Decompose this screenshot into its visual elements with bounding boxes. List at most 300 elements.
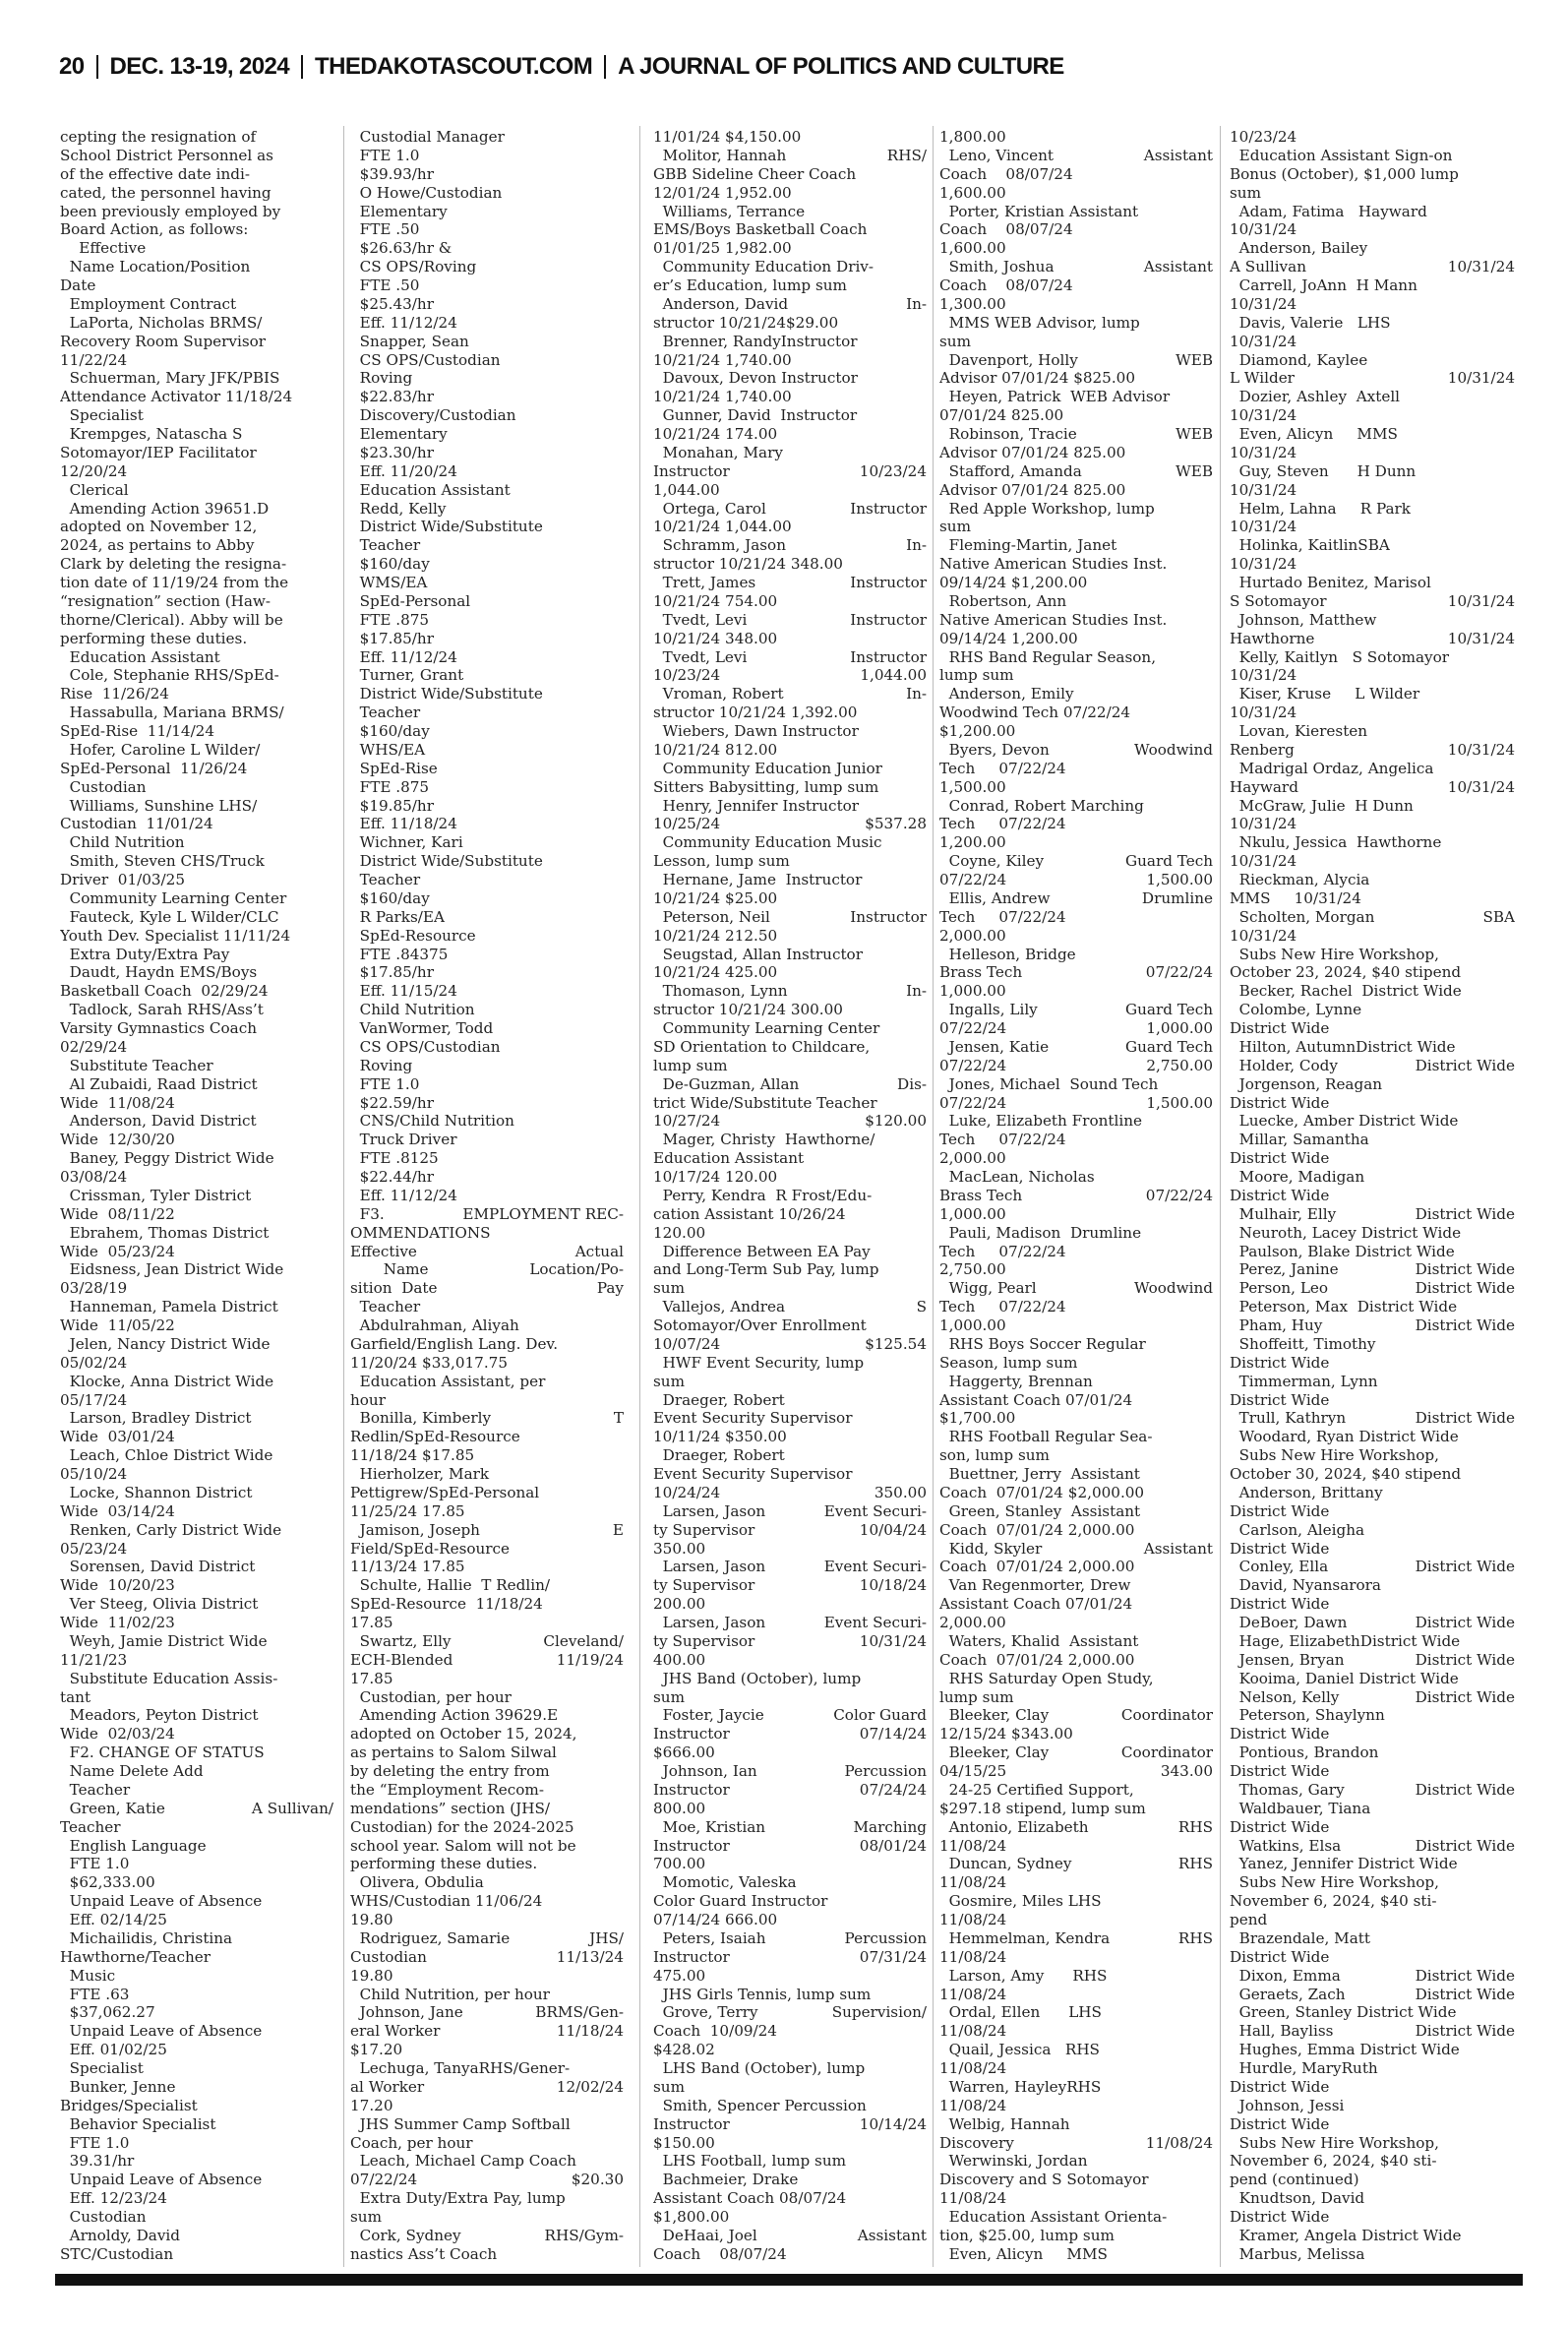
text-line: Amending Action 39651.D bbox=[60, 499, 270, 518]
text-line: Eff. 01/02/25 bbox=[60, 2041, 167, 2059]
text-fragment: Vallejos, Andrea bbox=[653, 1298, 786, 1316]
text-line: 09/14/24 $1,200.00 bbox=[939, 574, 1088, 591]
text-fragment: District Wide bbox=[1415, 1409, 1515, 1428]
text-line: Custodian 11/01/24 bbox=[60, 815, 213, 833]
text-line: as pertains to Salom Silwal bbox=[350, 1744, 557, 1762]
text-line bbox=[653, 1706, 927, 1725]
text-line: Coach 07/01/24 2,000.00 bbox=[939, 1520, 1135, 1539]
text-fragment: Location/Po- bbox=[529, 1260, 624, 1279]
text-fragment: Bleeker, Clay bbox=[939, 1706, 1050, 1725]
text-line: Tech 07/22/24 bbox=[939, 907, 1066, 926]
text-fragment: Brass Tech bbox=[939, 963, 1023, 982]
text-line: 700.00 bbox=[653, 1855, 706, 1873]
text-line: Leach, Michael Camp Coach bbox=[350, 2152, 576, 2171]
text-line: Werwinski, Jordan bbox=[939, 2152, 1088, 2171]
text-fragment: eral Worker bbox=[350, 2022, 441, 2041]
text-line: cepting the resignation of bbox=[60, 128, 257, 146]
text-fragment: Smith, Joshua bbox=[939, 258, 1055, 276]
column-rule bbox=[639, 126, 640, 2267]
text-fragment: Ellis, Andrew bbox=[939, 888, 1051, 907]
text-line: Larson, Amy RHS bbox=[939, 1966, 1108, 1985]
text-line: Custodian, per hour bbox=[350, 1687, 512, 1706]
text-fragment: RHS/ bbox=[886, 146, 927, 164]
text-line: Wide 10/20/23 bbox=[60, 1576, 175, 1595]
text-line: Eff. 12/23/24 bbox=[60, 2189, 167, 2208]
text-line: Amending Action 39629.E bbox=[350, 1706, 559, 1725]
text-line: Eidsness, Jean District Wide bbox=[60, 1260, 284, 1279]
text-line: Momotic, Valeska bbox=[653, 1873, 797, 1892]
text-fragment: 11/19/24 bbox=[556, 1650, 624, 1669]
text-fragment: E bbox=[612, 1520, 624, 1539]
text-line: lump sum bbox=[939, 666, 1014, 685]
text-line: Eff. 11/20/24 bbox=[350, 461, 457, 480]
text-fragment: Instructor bbox=[850, 574, 927, 591]
text-fragment: Vroman, Robert bbox=[653, 685, 784, 704]
text-line bbox=[1230, 1279, 1515, 1298]
text-column-3 bbox=[653, 128, 927, 2265]
text-fragment: SBA bbox=[1482, 907, 1515, 926]
text-line: Wichner, Kari bbox=[350, 833, 463, 852]
text-line: Tech 07/22/24 bbox=[939, 1131, 1066, 1149]
text-line bbox=[1230, 1260, 1515, 1279]
text-line bbox=[653, 1484, 927, 1502]
text-line: 10/21/24 348.00 bbox=[653, 629, 778, 647]
text-line: 2,000.00 bbox=[939, 926, 1006, 945]
text-fragment: WEB bbox=[1176, 350, 1213, 369]
text-line: F2. CHANGE OF STATUS bbox=[60, 1744, 265, 1762]
text-fragment: WEB bbox=[1176, 461, 1213, 480]
text-line: $1,700.00 bbox=[939, 1409, 1016, 1428]
text-line: FTE .875 bbox=[350, 610, 430, 629]
text-line: Subs New Hire Workshop, bbox=[1230, 1446, 1439, 1465]
text-line: $22.59/hr bbox=[350, 1093, 434, 1112]
text-fragment: Molitor, Hannah bbox=[653, 146, 787, 164]
text-fragment: $20.30 bbox=[571, 2171, 624, 2189]
text-line: Guy, Steven H Dunn bbox=[1230, 461, 1417, 480]
text-line: 1,600.00 bbox=[939, 239, 1006, 258]
text-line bbox=[653, 1112, 927, 1131]
text-line: Ebrahem, Thomas District bbox=[60, 1223, 270, 1242]
text-line: District Wide/Substitute bbox=[350, 852, 543, 871]
text-line: 11/08/24 bbox=[939, 1836, 1007, 1855]
text-fragment: Supervision/ bbox=[831, 2003, 927, 2022]
text-line: Child Nutrition, per hour bbox=[350, 1985, 550, 2003]
text-line: 11/08/24 bbox=[939, 1911, 1007, 1928]
text-fragment: Effective bbox=[350, 1242, 417, 1260]
text-fragment: $537.28 bbox=[865, 815, 927, 833]
text-line: Meadors, Peyton District bbox=[60, 1706, 259, 1725]
text-line: District Wide bbox=[1230, 1390, 1330, 1409]
text-line: 05/23/24 bbox=[60, 1539, 128, 1558]
text-line: LHS Football, lump sum bbox=[653, 2152, 847, 2171]
text-line: adopted on October 15, 2024, bbox=[350, 1725, 577, 1744]
text-line: Education Assistant Orienta- bbox=[939, 2208, 1168, 2226]
text-line: Yanez, Jennifer District Wide bbox=[1230, 1855, 1458, 1873]
text-line: Peterson, Max District Wide bbox=[1230, 1298, 1458, 1316]
column-rule bbox=[1220, 126, 1221, 2267]
text-line: FTE 1.0 bbox=[60, 2133, 130, 2152]
text-line: Pettigrew/SpEd-Personal bbox=[350, 1483, 540, 1501]
text-fragment: 10/23/24 bbox=[859, 461, 927, 480]
text-fragment: In- bbox=[906, 294, 927, 313]
text-line: RHS Band Regular Season, bbox=[939, 647, 1157, 666]
text-fragment: Byers, Devon bbox=[939, 740, 1050, 759]
text-line: Sitters Babysitting, lump sum bbox=[653, 777, 879, 796]
text-fragment: 10/31/24 bbox=[859, 1631, 927, 1650]
text-line: Custodian bbox=[60, 777, 147, 796]
text-line bbox=[653, 648, 927, 667]
text-line: FTE .84375 bbox=[350, 945, 449, 963]
text-line: hour bbox=[350, 1390, 386, 1409]
text-line: SpEd-Personal 11/26/24 bbox=[60, 759, 248, 777]
text-line: District Wide bbox=[1230, 1947, 1330, 1966]
text-fragment: District Wide bbox=[1415, 1985, 1515, 2003]
text-line: Discovery and S Sotomayor bbox=[939, 2171, 1149, 2189]
text-line: $17.85/hr bbox=[350, 629, 434, 647]
text-line: Williams, Terrance bbox=[653, 202, 806, 220]
text-line: FTE 1.0 bbox=[60, 1855, 130, 1873]
text-line: Snapper, Sean bbox=[350, 332, 469, 350]
text-line: Leach, Chloe District Wide bbox=[60, 1446, 273, 1465]
text-fragment: Moe, Kristian bbox=[653, 1817, 766, 1836]
divider bbox=[301, 55, 303, 79]
text-line: District Wide bbox=[1230, 1093, 1330, 1112]
text-line: by deleting the entry from bbox=[350, 1762, 550, 1780]
text-fragment: District Wide bbox=[1415, 1780, 1515, 1799]
text-line: Unpaid Leave of Absence bbox=[60, 2171, 263, 2189]
text-line: Red Apple Workshop, lump bbox=[939, 499, 1155, 518]
text-line: son, lump sum bbox=[939, 1446, 1050, 1465]
text-line: 17.85 bbox=[350, 1669, 393, 1687]
text-line: Abdulrahman, Aliyah bbox=[350, 1316, 519, 1334]
text-line bbox=[653, 611, 927, 630]
text-line: Gosmire, Miles LHS bbox=[939, 1892, 1102, 1911]
text-line bbox=[653, 295, 927, 314]
text-fragment: WEB bbox=[1176, 425, 1213, 443]
text-line: Perry, Kendra R Frost/Edu- bbox=[653, 1186, 873, 1204]
text-line: Community Education Music bbox=[653, 833, 882, 852]
text-line: Buettner, Jerry Assistant bbox=[939, 1465, 1140, 1483]
text-line: $17.20 bbox=[350, 2041, 403, 2059]
text-line bbox=[939, 1057, 1213, 1075]
text-fragment: 11/13/24 bbox=[556, 1947, 624, 1966]
text-line bbox=[653, 536, 927, 555]
text-line bbox=[1230, 1837, 1515, 1856]
text-fragment: Brass Tech bbox=[939, 1186, 1023, 1204]
text-line: $297.18 stipend, lump sum bbox=[939, 1799, 1146, 1817]
text-line: District Wide bbox=[1230, 1725, 1330, 1744]
footer-rule bbox=[55, 2274, 1523, 2286]
text-line: Community Learning Center bbox=[653, 1019, 880, 1037]
text-line: Smith, Spencer Percussion bbox=[653, 2096, 867, 2114]
text-fragment: 07/22/24 bbox=[939, 1019, 1007, 1037]
text-fragment: 07/22/24 bbox=[1145, 963, 1213, 982]
text-fragment: 350.00 bbox=[874, 1483, 927, 1501]
text-line: sum bbox=[653, 1687, 685, 1706]
text-line: been previously employed by bbox=[60, 202, 281, 220]
text-line: WHS/EA bbox=[350, 740, 426, 759]
text-line: $22.83/hr bbox=[350, 388, 434, 406]
text-line: Color Guard Instructor bbox=[653, 1892, 828, 1911]
text-line: Native American Studies Inst. bbox=[939, 555, 1168, 574]
text-line: 2024, as pertains to Abby bbox=[60, 536, 255, 555]
text-line: Coach 07/01/24 2,000.00 bbox=[939, 1558, 1135, 1576]
text-line: CNS/Child Nutrition bbox=[350, 1112, 514, 1131]
text-line: Jones, Michael Sound Tech bbox=[939, 1074, 1159, 1093]
text-line: Coach 08/07/24 bbox=[939, 220, 1073, 239]
text-line: Renken, Carly District Wide bbox=[60, 1520, 282, 1539]
text-fragment: ty Supervisor bbox=[653, 1631, 755, 1650]
text-line: 12/20/24 bbox=[60, 461, 128, 480]
text-line: sum bbox=[653, 1279, 685, 1298]
text-line: Coach 08/07/24 bbox=[653, 2244, 787, 2263]
text-line: 1,200.00 bbox=[939, 833, 1006, 852]
text-fragment: Actual bbox=[574, 1242, 624, 1260]
text-line: 10/21/24 1,740.00 bbox=[653, 388, 792, 406]
tagline: A JOURNAL OF POLITICS AND CULTURE bbox=[618, 53, 1064, 80]
text-line: 05/02/24 bbox=[60, 1353, 128, 1372]
text-fragment: Watkins, Elsa bbox=[1230, 1836, 1342, 1855]
text-fragment: District Wide bbox=[1415, 1204, 1515, 1223]
text-line bbox=[1230, 1205, 1515, 1224]
text-line: structor 10/21/24$29.00 bbox=[653, 313, 839, 332]
text-line: Johnson, Jessi bbox=[1230, 2096, 1345, 2114]
text-line bbox=[1230, 908, 1515, 927]
text-line: Baney, Peggy District Wide bbox=[60, 1149, 274, 1168]
text-line: Education Assistant, per bbox=[350, 1372, 546, 1390]
text-line: Green, Stanley District Wide bbox=[1230, 2003, 1457, 2022]
text-line: 11/08/24 bbox=[939, 2189, 1007, 2208]
text-line: $160/day bbox=[350, 888, 430, 907]
text-line bbox=[350, 1948, 624, 1967]
text-fragment: In- bbox=[906, 982, 927, 1001]
text-fragment: ty Supervisor bbox=[653, 1576, 755, 1595]
text-column-1 bbox=[60, 128, 333, 2265]
text-fragment: Guard Tech bbox=[1124, 1001, 1213, 1019]
text-line: Fleming-Martin, Janet bbox=[939, 536, 1117, 555]
text-column-4 bbox=[939, 128, 1213, 2265]
text-fragment: 10/25/24 bbox=[653, 815, 721, 833]
text-line bbox=[350, 2022, 624, 2041]
text-line: Assistant Coach 07/01/24 bbox=[939, 1390, 1133, 1409]
text-fragment: Tvedt, Levi bbox=[653, 610, 748, 629]
text-line bbox=[350, 1260, 624, 1279]
text-fragment: S Sotomayor bbox=[1230, 591, 1327, 610]
text-fragment: Instructor bbox=[850, 499, 927, 518]
text-line: 17.85 bbox=[350, 1614, 393, 1631]
text-line bbox=[939, 1855, 1213, 1873]
text-line bbox=[1230, 1986, 1515, 2004]
text-line: Green, Stanley Assistant bbox=[939, 1501, 1141, 1520]
text-line: SpEd-Resource 11/18/24 bbox=[350, 1595, 543, 1614]
text-line: Wide 11/08/24 bbox=[60, 1093, 175, 1112]
text-line: Elementary bbox=[350, 202, 448, 220]
text-line: $1,800.00 bbox=[653, 2208, 730, 2226]
text-line: Carlson, Aleigha bbox=[1230, 1520, 1365, 1539]
text-line: Klocke, Anna District Wide bbox=[60, 1372, 274, 1390]
text-line: Unpaid Leave of Absence bbox=[60, 2022, 263, 2041]
text-line: Luecke, Amber District Wide bbox=[1230, 1112, 1459, 1131]
text-line: District Wide bbox=[1230, 2208, 1330, 2226]
divider bbox=[96, 55, 98, 79]
text-line: Teacher bbox=[350, 1298, 421, 1316]
text-line: Peterson, Shaylynn bbox=[1230, 1706, 1385, 1725]
text-line: Child Nutrition bbox=[350, 1001, 475, 1019]
text-line: Michailidis, Christina bbox=[60, 1928, 233, 1947]
text-line: 10/31/24 bbox=[1230, 815, 1297, 833]
text-line: performing these duties. bbox=[60, 629, 248, 647]
text-line: 10/31/24 bbox=[1230, 555, 1297, 574]
text-line: Advisor 07/01/24 $825.00 bbox=[939, 369, 1135, 388]
text-line: Name Delete Add bbox=[60, 1762, 204, 1780]
text-line: Warren, HayleyRHS bbox=[939, 2077, 1102, 2096]
text-fragment: Event Securi- bbox=[823, 1501, 927, 1520]
text-line: Rise 11/26/24 bbox=[60, 685, 169, 704]
text-line bbox=[653, 2003, 927, 2022]
text-line: WHS/Custodian 11/06/24 bbox=[350, 1892, 543, 1911]
text-line: Substitute Teacher bbox=[60, 1056, 213, 1074]
text-line: Davis, Valerie LHS bbox=[1230, 313, 1391, 332]
text-line: Community Education Driv- bbox=[653, 258, 874, 276]
text-line: $160/day bbox=[350, 722, 430, 740]
text-line: Name Location/Position bbox=[60, 258, 251, 276]
text-line: SpEd-Rise bbox=[350, 759, 438, 777]
text-line: 05/10/24 bbox=[60, 1465, 128, 1483]
text-line: 1,000.00 bbox=[939, 1316, 1006, 1334]
text-line bbox=[939, 963, 1213, 982]
text-line: 10/21/24 1,740.00 bbox=[653, 350, 792, 369]
text-line: 1,500.00 bbox=[939, 777, 1006, 796]
text-line: Carrell, JoAnn H Mann bbox=[1230, 276, 1417, 294]
text-line: 11/08/24 bbox=[939, 2096, 1007, 2114]
text-line: Shoffeitt, Timothy bbox=[1230, 1334, 1376, 1353]
text-fragment: 10/31/24 bbox=[1447, 740, 1515, 759]
text-fragment: Hayward bbox=[1230, 777, 1298, 796]
text-fragment: Larsen, Jason bbox=[653, 1501, 766, 1520]
text-line: 03/28/19 bbox=[60, 1279, 128, 1298]
text-line: Fauteck, Kyle L Wilder/CLC bbox=[60, 907, 279, 926]
text-line bbox=[653, 1298, 927, 1316]
text-line: Board Action, as follows: bbox=[60, 220, 249, 239]
text-line: Effective bbox=[60, 239, 147, 258]
text-line: Turner, Grant bbox=[350, 666, 464, 685]
text-line bbox=[653, 685, 927, 704]
text-line: cated, the personnel having bbox=[60, 183, 271, 202]
text-fragment: 07/22/24 bbox=[1145, 1186, 1213, 1204]
text-line: Sorensen, David District bbox=[60, 1558, 256, 1576]
text-line bbox=[350, 1243, 624, 1261]
text-line: FTE .875 bbox=[350, 777, 430, 796]
text-line bbox=[1230, 1614, 1515, 1632]
text-line: Education Assistant Sign-on bbox=[1230, 146, 1453, 164]
text-line: O Howe/Custodian bbox=[350, 183, 503, 202]
text-line: 10/21/24 754.00 bbox=[653, 591, 778, 610]
text-fragment: 07/14/24 bbox=[859, 1725, 927, 1744]
text-line: 11/08/24 bbox=[939, 2022, 1007, 2041]
text-fragment: 07/22/24 bbox=[350, 2171, 418, 2189]
text-line: 11/18/24 $17.85 bbox=[350, 1446, 475, 1465]
text-line bbox=[653, 1818, 927, 1837]
text-fragment: RHS bbox=[1177, 1855, 1213, 1873]
text-line: lump sum bbox=[653, 1056, 728, 1074]
text-fragment: 1,044.00 bbox=[860, 666, 927, 685]
text-line bbox=[653, 982, 927, 1001]
text-line: Teacher bbox=[350, 871, 421, 888]
text-fragment: Scholten, Morgan bbox=[1230, 907, 1375, 926]
text-line bbox=[653, 462, 927, 481]
text-fragment: Event Securi- bbox=[823, 1558, 927, 1576]
text-fragment: RHS bbox=[1177, 1817, 1213, 1836]
text-fragment: Coordinator bbox=[1120, 1706, 1213, 1725]
text-line bbox=[1230, 1651, 1515, 1670]
text-line: Knudtson, David bbox=[1230, 2189, 1365, 2208]
text-line: Ver Steeg, Olivia District bbox=[60, 1595, 259, 1614]
text-fragment: 10/31/24 bbox=[1447, 258, 1515, 276]
text-fragment: Ingalls, Lily bbox=[939, 1001, 1038, 1019]
divider bbox=[604, 55, 606, 79]
text-line: lump sum bbox=[939, 1687, 1014, 1706]
text-line: Tech 07/22/24 bbox=[939, 1298, 1066, 1316]
text-line: Ordal, Ellen LHS bbox=[939, 2003, 1102, 2022]
text-line: 12/01/24 1,952.00 bbox=[653, 183, 792, 202]
text-line: October 23, 2024, $40 stipend bbox=[1230, 963, 1462, 982]
text-line: Luke, Elizabeth Frontline bbox=[939, 1112, 1142, 1131]
text-line: 02/29/24 bbox=[60, 1037, 128, 1056]
text-line: Elementary bbox=[350, 425, 448, 443]
text-line: Waters, Khalid Assistant bbox=[939, 1631, 1139, 1650]
text-line: District Wide/Substitute bbox=[350, 685, 543, 704]
text-line: Eff. 11/18/24 bbox=[350, 815, 457, 833]
text-fragment: Larsen, Jason bbox=[653, 1558, 766, 1576]
text-fragment: Green, Katie bbox=[60, 1799, 165, 1817]
text-line: District Wide/Substitute bbox=[350, 518, 543, 536]
text-line: Quail, Jessica RHS bbox=[939, 2041, 1100, 2059]
text-fragment: Ortega, Carol bbox=[653, 499, 766, 518]
text-fragment: Discovery bbox=[939, 2133, 1014, 2152]
text-line: Redlin/SpEd-Resource bbox=[350, 1428, 520, 1446]
text-fragment: District Wide bbox=[1415, 1966, 1515, 1985]
text-fragment: Rodriguez, Samarie bbox=[350, 1928, 511, 1947]
text-line bbox=[939, 1744, 1213, 1762]
text-line: 11/21/23 bbox=[60, 1650, 128, 1669]
text-line: Nkulu, Jessica Hawthorne bbox=[1230, 833, 1442, 852]
text-line: Extra Duty/Extra Pay bbox=[60, 945, 230, 963]
text-fragment: In- bbox=[906, 536, 927, 555]
text-line: Kiser, Kruse L Wilder bbox=[1230, 685, 1420, 704]
text-fragment: Renberg bbox=[1230, 740, 1295, 759]
text-line: Hanneman, Pamela District bbox=[60, 1298, 278, 1316]
text-fragment: 1,500.00 bbox=[1146, 1093, 1213, 1112]
text-line: Custodian) for the 2024-2025 bbox=[350, 1817, 574, 1836]
text-line bbox=[653, 1558, 927, 1576]
text-line: Kooima, Daniel District Wide bbox=[1230, 1669, 1459, 1687]
text-fragment: $125.54 bbox=[865, 1334, 927, 1353]
text-fragment: Instructor bbox=[653, 1725, 730, 1744]
text-line: Haggerty, Brennan bbox=[939, 1372, 1093, 1390]
text-line bbox=[939, 2134, 1213, 2153]
text-fragment: EMPLOYMENT REC- bbox=[462, 1204, 624, 1223]
text-line: Behavior Specialist bbox=[60, 2114, 216, 2133]
text-fragment: 11/18/24 bbox=[556, 2022, 624, 2041]
text-line: Bridges/Specialist bbox=[60, 2096, 198, 2114]
text-line bbox=[939, 258, 1213, 276]
text-fragment: Schramm, Jason bbox=[653, 536, 786, 555]
text-line bbox=[350, 1279, 624, 1298]
text-fragment: 12/02/24 bbox=[556, 2077, 624, 2096]
text-line: Brazendale, Matt bbox=[1230, 1928, 1370, 1947]
text-fragment: 04/15/25 bbox=[939, 1762, 1007, 1780]
text-fragment: Woodwind bbox=[1134, 740, 1213, 759]
